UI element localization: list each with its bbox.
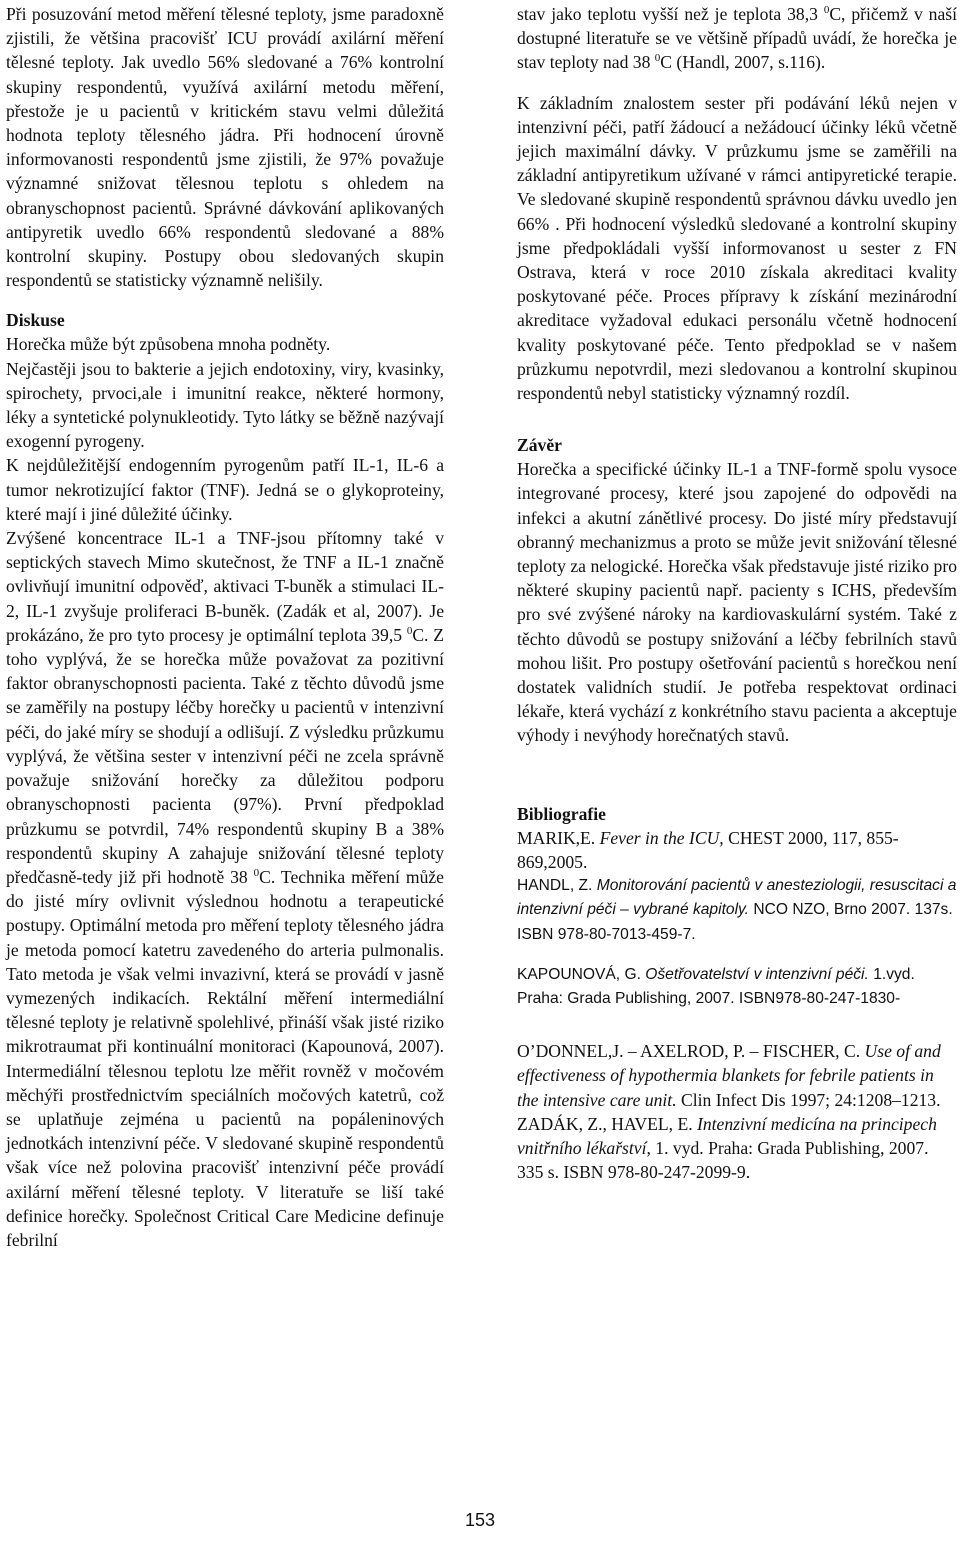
reference-handl [517, 874, 957, 947]
discussion-text-8: Intermediální tělesnou teplotu lze měřit rovněž v močovém měchýři prostřednictvím speciálních močových katetrů, což se uplatňuje zejména u pacientů na popáleninových jednotkách intenzivní péče. [6, 1060, 444, 1154]
page-number: 153 [464, 1510, 496, 1530]
results-text-1: Při posuzování metod měření tělesné teploty, jsme paradoxně zjistili, že většina pracovišť ICU provádí axilární měření tělesné teploty. Jak uvedlo 56% sledované a 76% kontrolní skupiny respondentů, využívá axilární metodu měření, přestože je u pacientů v kritickém stavu velmi důležitá hodnota teploty tělesného jádra. [6, 4, 444, 146]
reference-source: Clin Infect Dis 1997; 24:1208–1213. [676, 1089, 941, 1110]
discussion-text-4c: C. Z toho vyplývá, že se horečka může považovat za pozitivní faktor obranyschopnosti pacienta. Také z těchto důvodů jsme se zaměřily na postupy léčby horečky u pacientů v intenzivní péči, do jaké míry se shodují a odlišují. Z výsledku průzkumu vyplývá, že většina sester v intenzivní péči ne zcela správně považuje snižování horečky za důležitou podporu obranyschopnosti pacienta (97%). [6, 624, 444, 815]
heading-bibliografie: Bibliografie [517, 803, 606, 824]
reference-marik [517, 826, 957, 874]
fever-def-text-c: C (Handl, 2007, s.116). [660, 52, 826, 73]
discussion-text-3 [6, 453, 444, 526]
heading-diskuse: Diskuse [6, 310, 65, 331]
discussion-text-5b: C. Technika měření může do jisté míry ovlivnit výslednou hodnotu a terapeutické postupy. [6, 866, 444, 936]
right-column [517, 2, 957, 1184]
discussion-text-3a: K nejdůležitější endogenním pyrogenům patří IL-1, IL-6 a tumor nekrotizující faktor (TNF). [6, 455, 444, 500]
degree-superscript: 0 [654, 52, 661, 65]
reference-title: Monitorování pacientů v anesteziologii, resuscitaci a intenzivní péči – vybrané kapitoly. [517, 877, 957, 919]
nurse-knowledge-paragraph: K základním znalostem sester při podávání léků nejen v intenzivní péči, patří žádoucí a nežádoucí účinky léků včetně jejich maximální dávky. V průzkumu jsme se zaměřili na základní antipyretikum užívané v rámci antipyretické terapie. Ve sledované skupině respondentů správnou dávku uvedlo jen 66% . Při hodnocení výsledků sledované a kontrolní skupiny jsme předpokládali vyšší informovanost u sester z FN Ostrava, která v roce 2010 získala akreditaci kvality poskytované péče. Proces přípravy k získání mezinárodní akreditace vyžadoval edukaci personálu včetně hodnocení kvality poskytované péče. Tento předpoklad se v našem průzkumu nepotvrdil, mezi sledovanou a kontrolní skupinou respondentů nebyl statisticky významný rozdíl. [517, 92, 957, 404]
results-text-2: Při hodnocení úrovně informovanosti respondentů jsme zjistili, že 97% považuje významné snižovat tělesnou teplotu s ohledem na obranyschopnost pacientů. [6, 125, 444, 218]
discussion-text-2: Nejčastěji jsou to bakterie a jejich endotoxiny, viry, kvasinky, spirochety, prvoci,ale i imunitní reakce, některé hormony, léky a syntetické polynukleotidy. Tyto látky se běžně nazývají exogenní pyrogeny. [6, 358, 444, 452]
results-text-3: Správné dávkování aplikovaných antipyretik uvedlo 66% respondentů sledované a 88% kontrolní skupiny. Postupy obou sledovaných skupin respondentů se statisticky významně nelišily. [6, 197, 444, 291]
fever-def-text-a: stav jako teplotu vyšší než je teplota 38,3 [517, 4, 824, 24]
reference-source: 1.vyd. Praha: Grada Publishing, 2007. ISBN978-80-247-1830- [517, 965, 915, 1007]
discussion-text-4 [6, 526, 444, 1252]
reference-author: KAPOUNOVÁ, G. [517, 965, 646, 983]
reference-title: Ošetřovatelství v intenzivní péči. [645, 965, 869, 983]
discussion-text-9: V sledované skupině respondentů však více než polovina pracovišť intenzivní péče provádí axilární měření tělesné teploty. V literatuře se liší také definice horečky. Společnost Critical Care Medicine definuje febrilní [6, 1133, 444, 1250]
reference-source: CHEST 2000, 117, 855-869,2005. [517, 827, 899, 872]
discussion-text-1: Horečka může být způsobena mnoha podněty. [6, 334, 331, 355]
results-paragraph [6, 2, 444, 292]
degree-superscript: 0 [823, 4, 830, 17]
discussion-text-3b: Jedná se o glykoproteiny, které mají i jiné důležité účinky. [6, 479, 445, 524]
reference-title: Use of and effectiveness of hypothermia blankets for febrile patients in the intensive care unit. [517, 1041, 941, 1110]
reference-title: Fever in the ICU, [599, 827, 724, 848]
reference-odonnel [517, 1039, 957, 1112]
reference-zadak [517, 1112, 957, 1185]
discussion-text-7: Rektální měření intermediální tělesné teploty je relativně spolehlivé, přináší však jisté riziko mikrotraumat při kontinuální monitoraci (Kapounová, 2007). [6, 987, 445, 1057]
reference-source: NCO NZO, Brno 2007. 137s. ISBN 978-80-7013-459-7. [517, 901, 953, 943]
reference-author: O’DONNEL,J. – AXELROD, P. – FISCHER, C. [517, 1041, 865, 1062]
discussion-text-6: Optimální metoda pro měření teploty tělesného jádra je metoda pomocí katetru zavedeného do arteria pulmonalis. Tato metoda je však velmi invazivní, která se provádí v jasně vymezených indikacích. [6, 915, 444, 1008]
discussion-text-4a: Zvýšené koncentrace IL-1 a TNF-jsou přítomny také v septických stavech Mimo skutečnost, že TNF a IL-1 značně ovlivňují imunitní odpověď, aktivaci T-buněk a stimulaci IL-2, IL-1 zvyšuje proliferaci B-buněk. (Zadák et al, 2007). [6, 528, 444, 621]
reference-author: MARIK,E. [517, 827, 600, 848]
fever-def-text-b: C, přičemž v naší dostupné literatuře se ve většině případů uvádí, že horečka je stav teploty nad 38 [517, 4, 957, 73]
discussion-text-5a: První předpoklad průzkumu se potvrdil, 74% respondentů skupiny B a 38% respondentů skupiny A zahajuje snižování tělesné teploty předčasně-tedy již při hodnotě 38 [6, 794, 444, 887]
reference-author: HANDL, Z. [517, 877, 597, 895]
degree-superscript: 0 [253, 867, 260, 880]
reference-kapounova [517, 963, 957, 1011]
fever-definition-paragraph [517, 2, 957, 75]
reference-author: ZADÁK, Z., HAVEL, E. [517, 1113, 697, 1134]
reference-source: , 1. vyd. Praha: Grada Publishing, 2007. 335 s. ISBN 978-80-247-2099-9. [517, 1137, 929, 1183]
discussion-text-4b: Je prokázáno, že pro tyto procesy je optimální teplota 39,5 [6, 600, 444, 645]
reference-title: Intenzivní medicína na principech vnitřního lékařství [517, 1113, 937, 1158]
degree-superscript: 0 [406, 625, 413, 638]
conclusion-paragraph: Horečka a specifické účinky IL-1 a TNF-formě spolu vysoce integrované procesy, které jsou zapojené do odpovědi na infekci a akutní zánětlivé procesy. Do jisté míry představují obranný mechanizmus a proto se může jevit snižování tělesné teploty za nelogické. Horečka však představuje jisté riziko pro některé skupiny pacientů např. pacienty s ICHS, především pro své zvýšené nároky na kardiovaskulární systém. Také z těchto důvodů se postupy snižování a léčby febrilních stavů mohou lišit. Pro postupy ošetřování pacientů s horečkou není dostatek validních studií. Je potřeba respektovat ordinaci lékaře, která vychází z konkrétního stavu pacienta a akceptuje výhody i nevýhody horečnatých stavů. [517, 459, 957, 746]
heading-zaver: Závěr [517, 435, 562, 456]
left-column [6, 2, 444, 1252]
